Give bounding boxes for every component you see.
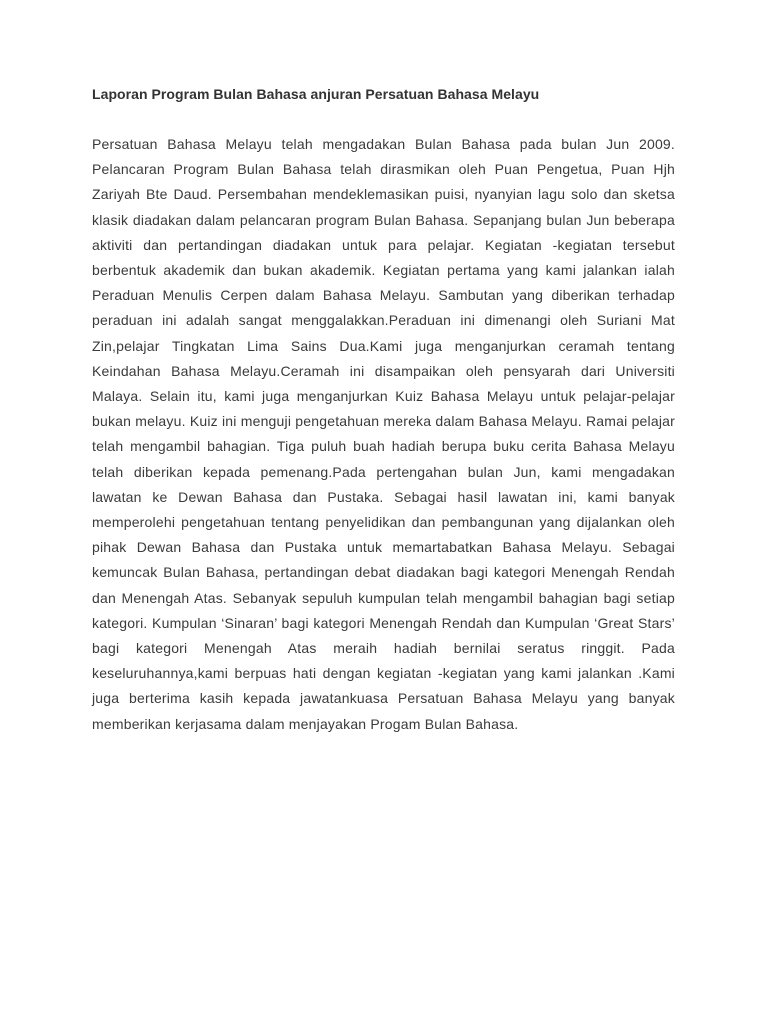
document-title: Laporan Program Bulan Bahasa anjuran Persatuan Bahasa Melayu (92, 86, 540, 102)
document-body (92, 82, 675, 737)
report-paragraph: Persatuan Bahasa Melayu telah mengadakan Bulan Bahasa pada bulan Jun 2009. Pelancaran Program Bulan Bahasa telah dirasmikan oleh Puan Pengetua, Puan Hjh Zariyah Bte Daud. Persembahan mendeklemasikan puisi, nyanyian lagu solo dan sketsa klasik diadakan dalam pelancaran program Bulan Bahasa. Sepanjang bulan Jun beberapa aktiviti dan pertandingan diadakan untuk para pelajar. Kegiatan -kegiatan tersebut berbentuk akademik dan bukan akademik. Kegiatan pertama yang kami jalankan ialah Peraduan Menulis Cerpen dalam Bahasa Melayu. Sambutan yang diberikan terhadap peraduan ini adalah sangat menggalakkan.Peraduan ini dimenangi oleh Suriani Mat Zin,pelajar Tingkatan Lima Sains Dua.Kami juga menganjurkan ceramah tentang Keindahan Bahasa Melayu.Ceramah ini disampaikan oleh pensyarah dari Universiti Malaya. Selain itu, kami juga menganjurkan Kuiz Bahasa Melayu untuk pelajar-pelajar bukan melayu. Kuiz ini menguji pengetahuan mereka dalam Bahasa Melayu. Ramai pelajar telah mengambil bahagian. Tiga puluh buah hadiah berupa buku cerita Bahasa Melayu telah diberikan kepada pemenang.Pada pertengahan bulan Jun, kami mengadakan lawatan ke Dewan Bahasa dan Pustaka. Sebagai hasil lawatan ini, kami banyak memperolehi pengetahuan tentang penyelidikan dan pembangunan yang dijalankan oleh pihak Dewan Bahasa dan Pustaka untuk memartabatkan Bahasa Melayu. Sebagai kemuncak Bulan Bahasa, pertandingan debat diadakan bagi kategori Menengah Rendah dan Menengah Atas. Sebanyak sepuluh kumpulan telah mengambil bahagian bagi setiap kategori. Kumpulan ‘Sinaran’ bagi kategori Menengah Rendah dan Kumpulan ‘Great Stars’ bagi kategori Menengah Atas meraih hadiah bernilai seratus ringgit. Pada keseluruhannya,kami berpuas hati dengan kegiatan -kegiatan yang kami jalankan .Kami juga berterima kasih kepada jawatankuasa Persatuan Bahasa Melayu yang banyak memberikan kerjasama dalam menjayakan Progam Bulan Bahasa. (92, 136, 675, 732)
